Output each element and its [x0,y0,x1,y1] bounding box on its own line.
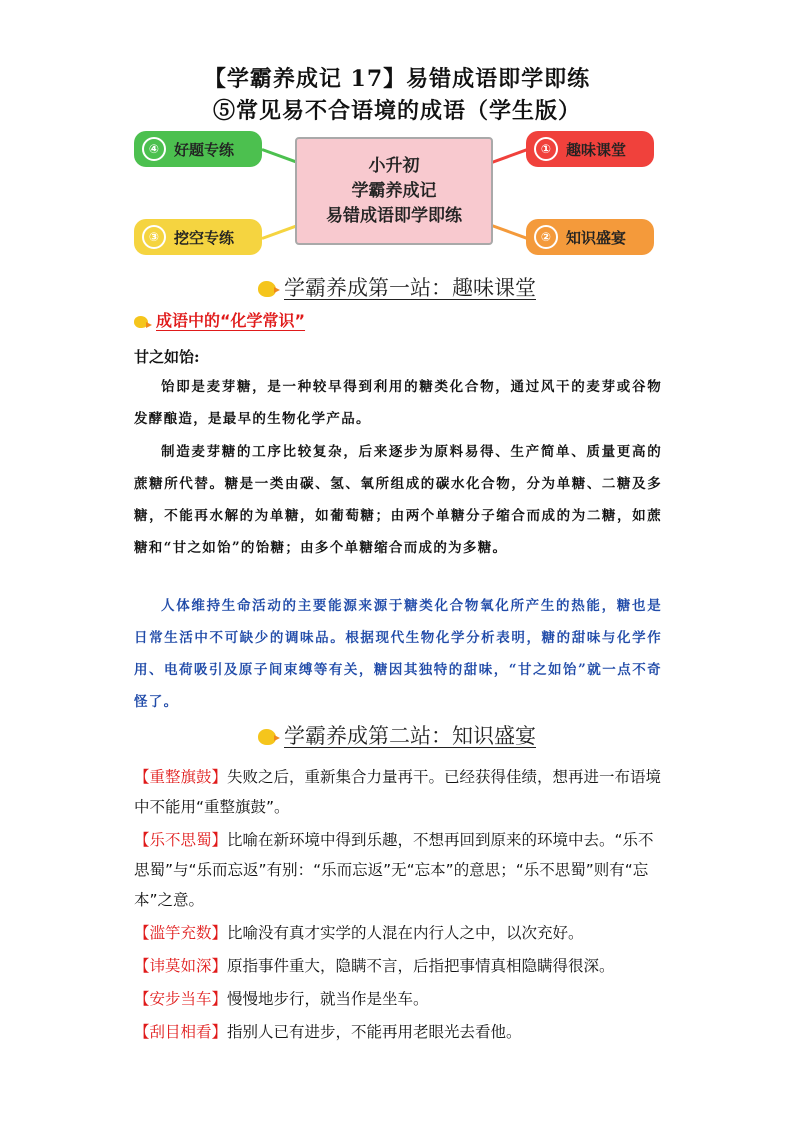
paragraph-3: 人体维持生命活动的主要能源来源于糖类化合物氧化所产生的热能，糖也是日常生活中不可缺少的调味品。根据现代生物化学分析表明，糖的甜味与化学作用、电荷吸引及原子间束缚等有关，糖因其独特的甜味，“甘之如饴”就一点不奇怪了。 [134,598,662,710]
list-item: 【刮目相看】指别人已有进步，不能再用老眼光去看他。 [134,1023,522,1041]
number-icon: ③ [142,225,166,249]
station-1-heading: 学霸养成第一站：趣味课堂 [0,272,794,302]
mindmap-item-label: 挖空专练 [174,228,235,247]
mindmap-item-label: 知识盛宴 [566,228,627,247]
mindmap-item-fill-blank [134,219,262,255]
center-line-1: 小升初 [368,155,420,176]
idiom-label: 甘之如饴: [134,348,200,366]
chick-icon [258,281,276,297]
list-item: 【讳莫如深】原指事件重大，隐瞒不言，后指把事情真相隐瞒得很深。 [134,957,615,975]
list-item: 【安步当车】慢慢地步行，就当作是坐车。 [134,990,429,1008]
mindmap-item-label: 好题专练 [174,140,235,159]
list-item: 【重整旗鼓】失败之后，重新集合力量再干。已经获得佳绩，想再进一布语境中不能用“重整旗鼓”。 [134,768,662,816]
idiom-list [134,762,664,1050]
document-title-line2: ⑤常见易不合语境的成语（学生版） [212,98,581,124]
mindmap-item-practice [134,131,262,167]
number-icon: ① [534,137,558,161]
center-line-3: 易错成语即学即练 [326,205,462,226]
mindmap-header [134,127,660,261]
number-icon: ② [534,225,558,249]
connector-orange [488,223,527,239]
mindmap-item-knowledge [526,219,654,255]
list-item: 【乐不思蜀】比喻在新环境中得到乐趣，不想再回到原来的环境中去。“乐不思蜀”与“乐而忘返”有别：“乐而忘返”无“忘本”的意思；“乐不思蜀”则有“忘本”之意。 [134,831,654,909]
list-item: 【滥竽充数】比喻没有真才实学的人混在内行人之中，以次充好。 [134,924,584,942]
number-icon: ④ [142,137,166,161]
paragraph-2: 制造麦芽糖的工序比较复杂，后来逐步为原料易得、生产简单、质量更高的蔗糖所代替。糖是一类由碳、氢、氧所组成的碳水化合物，分为单糖、二糖及多糖，不能再水解的为单糖，如葡萄糖；由两个单糖分子缩合而成的为二糖，如蔗糖和“甘之如饴”的饴糖；由多个单糖缩合而成的为多糖。 [134,444,662,556]
section-subheading: 成语中的“化学常识” [134,308,305,331]
center-line-2: 学霸养成记 [351,180,437,201]
mindmap-center [295,137,493,245]
station-2-heading: 学霸养成第二站：知识盛宴 [0,720,794,750]
mindmap-item-fun-class [526,131,654,167]
chick-icon [134,316,148,328]
connector-red [488,148,527,164]
document-title-line1: 【学霸养成记 17】易错成语即学即练 [203,66,591,92]
mindmap-item-label: 趣味课堂 [566,140,627,159]
paragraph-1: 饴即是麦芽糖，是一种较早得到利用的糖类化合物，通过风干的麦芽或谷物发酵酿造，是最早的生物化学产品。 [134,379,662,427]
chick-icon [258,729,276,745]
